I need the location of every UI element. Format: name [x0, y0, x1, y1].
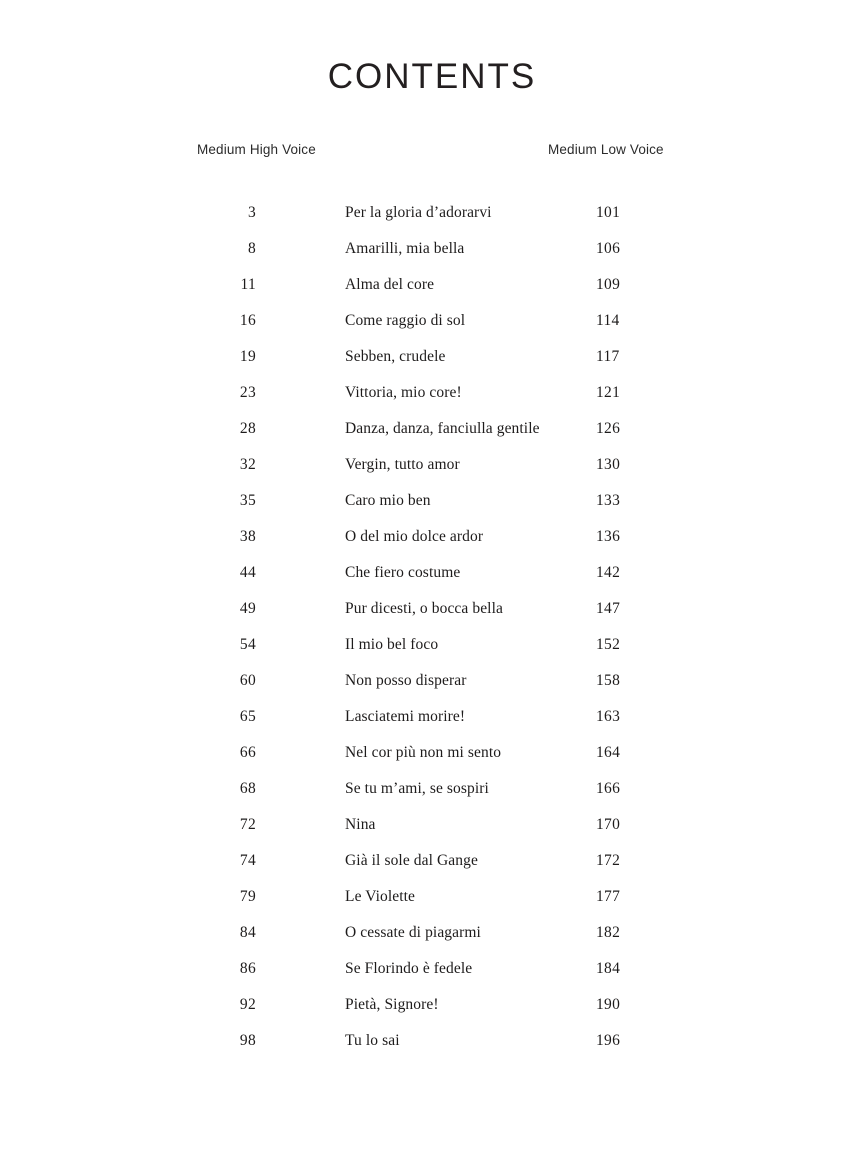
cell-song-title: Se Florindo è fedele	[345, 960, 473, 977]
cell-medium-high-page: 72	[239, 816, 256, 833]
cell-medium-high-page: 28	[239, 420, 256, 437]
table-row[interactable]	[0, 671, 864, 707]
cell-medium-high-page: 84	[239, 924, 256, 941]
cell-medium-low-page: 136	[596, 528, 621, 545]
cell-medium-low-page: 106	[596, 240, 621, 257]
cell-medium-high-page: 79	[239, 888, 256, 905]
cell-medium-low-page: 164	[596, 744, 621, 761]
table-row[interactable]	[0, 959, 864, 995]
cell-medium-low-page: 121	[596, 384, 621, 401]
table-row[interactable]	[0, 203, 864, 239]
cell-medium-high-page: 44	[239, 564, 256, 581]
table-row[interactable]	[0, 851, 864, 887]
cell-medium-low-page: 117	[596, 348, 620, 365]
cell-medium-high-page: 92	[239, 996, 256, 1013]
cell-song-title: Tu lo sai	[345, 1032, 400, 1049]
cell-medium-low-page: 130	[596, 456, 621, 473]
cell-song-title: Pietà, Signore!	[345, 996, 439, 1013]
cell-song-title: Danza, danza, fanciulla gentile	[345, 420, 540, 437]
cell-song-title: Alma del core	[345, 276, 435, 293]
cell-song-title: Già il sole dal Gange	[345, 852, 478, 869]
table-row[interactable]	[0, 779, 864, 815]
cell-medium-high-page: 19	[239, 348, 256, 365]
cell-medium-low-page: 166	[596, 780, 621, 797]
cell-medium-low-page: 158	[596, 672, 621, 689]
cell-medium-high-page: 11	[240, 276, 256, 293]
column-header-medium-high-voice: Medium High Voice	[197, 142, 316, 157]
table-row[interactable]	[0, 635, 864, 671]
cell-song-title: Se tu m’ami, se sospiri	[345, 780, 489, 797]
cell-song-title: Vittoria, mio core!	[345, 384, 462, 401]
cell-medium-low-page: 147	[596, 600, 621, 617]
table-row[interactable]	[0, 275, 864, 311]
cell-medium-low-page: 133	[596, 492, 621, 509]
cell-medium-high-page: 16	[239, 312, 256, 329]
cell-medium-high-page: 65	[239, 708, 256, 725]
cell-medium-low-page: 126	[596, 420, 621, 437]
cell-song-title: O del mio dolce ardor	[345, 528, 484, 545]
table-row[interactable]	[0, 491, 864, 527]
cell-medium-low-page: 177	[596, 888, 621, 905]
cell-medium-high-page: 49	[239, 600, 256, 617]
table-row[interactable]	[0, 563, 864, 599]
table-row[interactable]	[0, 995, 864, 1031]
column-headers	[0, 141, 864, 161]
cell-medium-high-page: 32	[239, 456, 256, 473]
cell-medium-high-page: 23	[239, 384, 256, 401]
table-row[interactable]	[0, 887, 864, 923]
cell-song-title: Lasciatemi morire!	[345, 708, 466, 725]
page-title: CONTENTS	[327, 57, 537, 96]
cell-medium-high-page: 98	[239, 1032, 256, 1049]
table-row[interactable]	[0, 239, 864, 275]
cell-song-title: Amarilli, mia bella	[345, 240, 465, 257]
column-header-medium-low-voice: Medium Low Voice	[548, 142, 664, 157]
cell-song-title: Che fiero costume	[345, 564, 461, 581]
table-row[interactable]	[0, 527, 864, 563]
table-row[interactable]	[0, 743, 864, 779]
cell-medium-high-page: 8	[247, 240, 256, 257]
cell-medium-high-page: 3	[247, 204, 256, 221]
cell-medium-high-page: 74	[239, 852, 256, 869]
cell-medium-low-page: 163	[596, 708, 621, 725]
cell-medium-low-page: 142	[596, 564, 621, 581]
cell-medium-low-page: 184	[596, 960, 621, 977]
table-row[interactable]	[0, 599, 864, 635]
cell-medium-low-page: 182	[596, 924, 621, 941]
cell-song-title: Vergin, tutto amor	[345, 456, 460, 473]
cell-song-title: Pur dicesti, o bocca bella	[345, 600, 503, 617]
table-row[interactable]	[0, 455, 864, 491]
cell-medium-low-page: 172	[596, 852, 621, 869]
table-row[interactable]	[0, 1031, 864, 1067]
cell-song-title: Come raggio di sol	[345, 312, 466, 329]
cell-medium-low-page: 114	[596, 312, 620, 329]
cell-medium-low-page: 109	[596, 276, 621, 293]
cell-song-title: Il mio bel foco	[345, 636, 439, 653]
table-row[interactable]	[0, 923, 864, 959]
table-row[interactable]	[0, 347, 864, 383]
cell-medium-high-page: 54	[239, 636, 256, 653]
cell-song-title: Per la gloria d’adorarvi	[345, 204, 492, 221]
cell-medium-high-page: 60	[239, 672, 256, 689]
cell-medium-low-page: 170	[596, 816, 621, 833]
cell-medium-low-page: 152	[596, 636, 621, 653]
cell-song-title: Caro mio ben	[345, 492, 431, 509]
cell-song-title: Nel cor più non mi sento	[345, 744, 502, 761]
cell-song-title: Le Violette	[345, 888, 416, 905]
table-row[interactable]	[0, 815, 864, 851]
cell-song-title: Nina	[345, 816, 376, 833]
table-row[interactable]	[0, 419, 864, 455]
table-row[interactable]	[0, 383, 864, 419]
cell-song-title: O cessate di piagarmi	[345, 924, 481, 941]
cell-medium-high-page: 35	[239, 492, 256, 509]
table-row[interactable]	[0, 311, 864, 347]
cell-medium-high-page: 86	[239, 960, 256, 977]
table-row[interactable]	[0, 707, 864, 743]
cell-song-title: Non posso disperar	[345, 672, 467, 689]
cell-medium-low-page: 101	[596, 204, 621, 221]
cell-medium-high-page: 66	[239, 744, 256, 761]
cell-song-title: Sebben, crudele	[345, 348, 446, 365]
cell-medium-high-page: 38	[239, 528, 256, 545]
cell-medium-low-page: 190	[596, 996, 621, 1013]
cell-medium-high-page: 68	[239, 780, 256, 797]
cell-medium-low-page: 196	[596, 1032, 621, 1049]
